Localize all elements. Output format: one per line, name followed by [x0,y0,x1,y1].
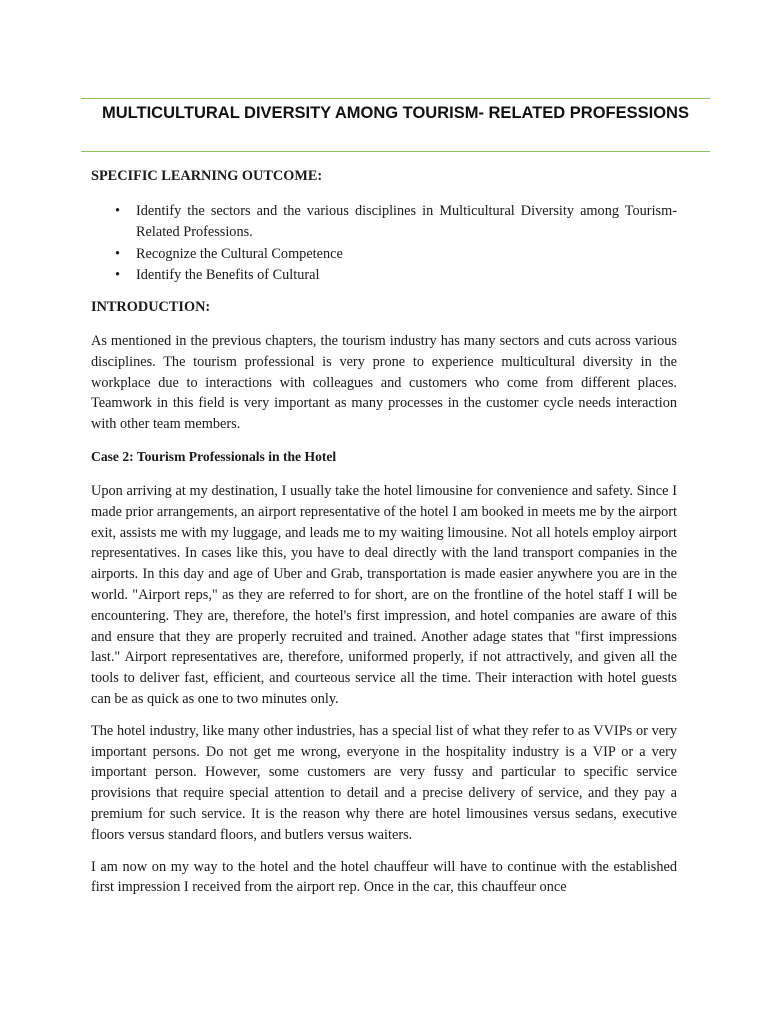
case-paragraph-3: I am now on my way to the hotel and the hotel chauffeur will have to continue with the established first impression I received from the airport rep. Once in the car, this chauffeur once [91,858,677,896]
title-bottom-rule [81,151,710,152]
list-item-text: Recognize the Cultural Competence [136,245,343,262]
introduction-heading: INTRODUCTION: [91,299,211,315]
learning-outcome-heading: SPECIFIC LEARNING OUTCOME: [91,168,323,184]
bullet-icon: • [115,203,121,219]
title-top-rule [81,98,710,99]
case-body [91,481,677,898]
bullet-icon: • [115,245,121,262]
case-paragraph-2: The hotel industry, like many other industries, has a special list of what they refer to as VVIPs or very important persons. Do not get me wrong, everyone in the hospitality industry is a VIP or a very important person. However, some customers are very fussy and particular to specific service provisions that require special attention to detail and a precise delivery of service, and they pay a premium for such service. It is the reason why there are hotel limousines versus sedans, executive floors versus standard floors, and butlers versus waiters. [91,722,677,843]
case-paragraph-1: Upon arriving at my destination, I usually take the hotel limousine for convenience and safety. Since I made prior arrangements, an airport representative of the hotel I am booked in meets me by the airport exit, assists me with my luggage, and leads me to my waiting limousine. Not all hotels employ airport representatives. In cases like this, you have to deal directly with the land transport companies in the airports. In this day and age of Uber and Grab, transportation is made easier anywhere you are in the world. "Airport reps," as they are referred to for short, are on the frontline of the hotel staff I will be encountering. They are, therefore, the hotel's first impression, and hotel companies are aware of this and ensure that they are properly recruited and trained. Another adage states that "first impressions last." Airport representatives are, therefore, uniformed properly, if not attractively, and given all the tools to deliver fast, efficient, and courteous service all the time. Their interaction with hotel guests can be as quick as one to two minutes only. [91,483,677,707]
case-heading: Case 2: Tourism Professionals in the Hotel [91,449,337,464]
list-item-text: Identify the sectors and the various disciplines in Multicultural Diversity among Tourism-Related Professions. [136,203,677,240]
learning-outcome-list [91,201,677,287]
list-item [91,265,677,286]
list-item-text: Identify the Benefits of Cultural [136,267,320,284]
list-item [91,244,677,265]
document-title: MULTICULTURAL DIVERSITY AMONG TOURISM- RELATED PROFESSIONS [102,104,689,122]
bullet-icon: • [115,267,121,284]
introduction-paragraph: As mentioned in the previous chapters, the tourism industry has many sectors and cuts across various disciplines. The tourism professional is very prone to experience multicultural diversity in the workplace due to interactions with colleagues and customers who come from different places. Teamwork in this field is very important as many processes in the customer cycle needs interaction with other team members. [91,333,677,433]
list-item [91,201,677,243]
introduction-body [91,331,677,435]
